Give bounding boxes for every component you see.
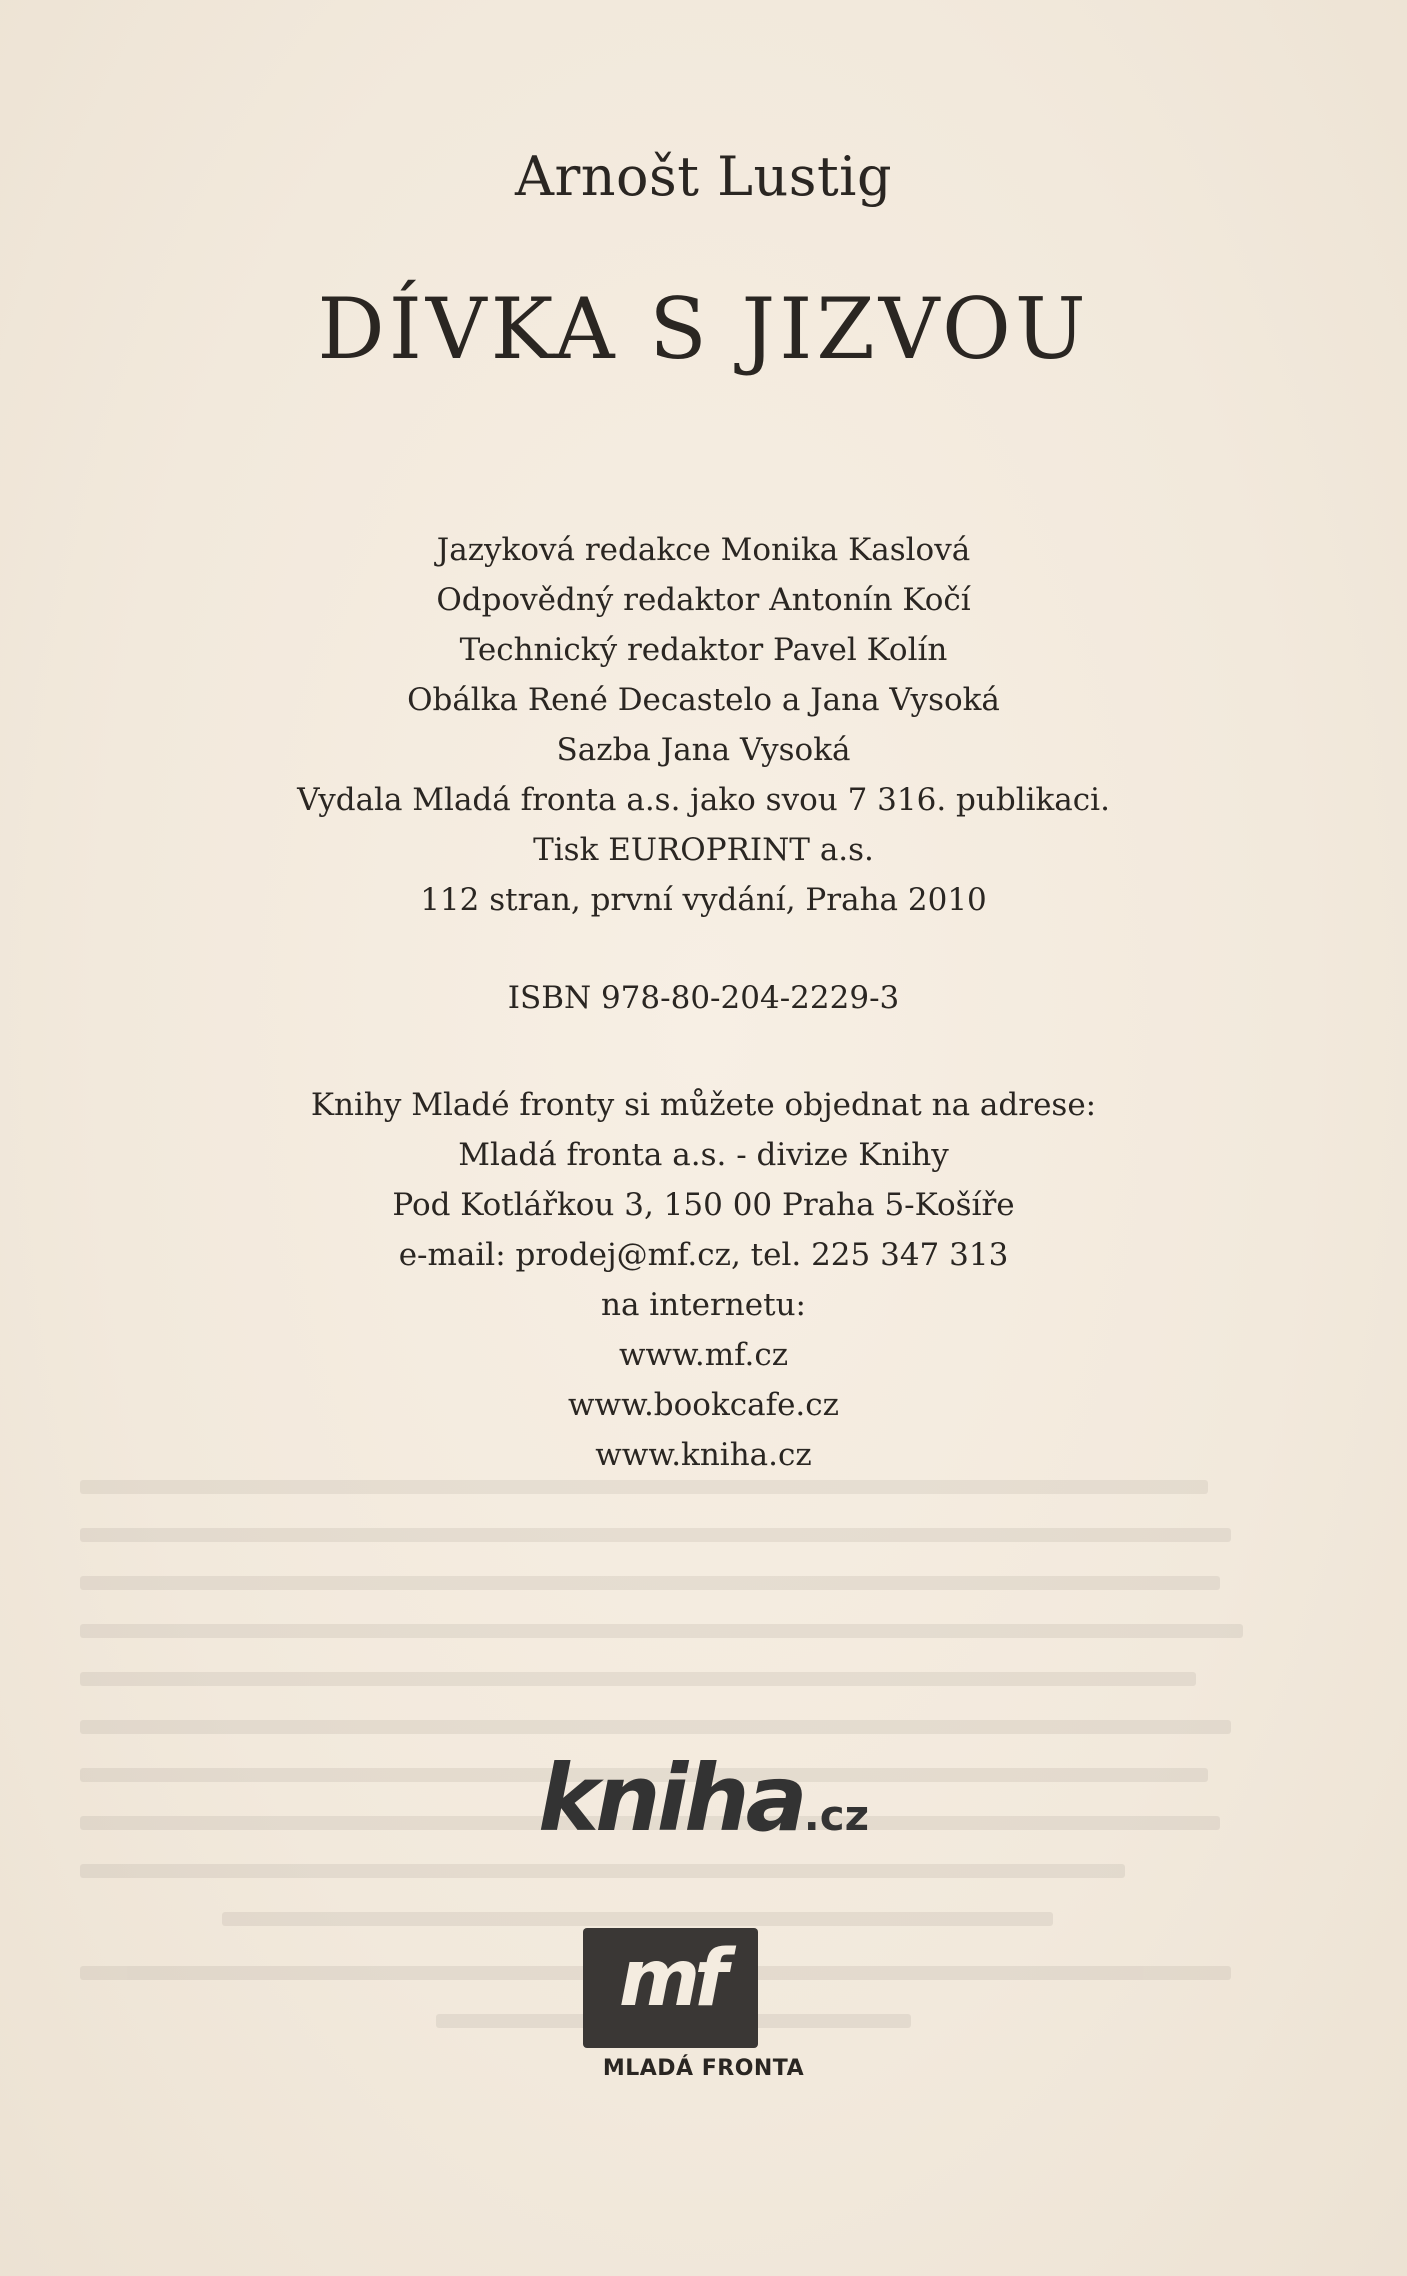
order-line: Pod Kotlářkou 3, 150 00 Praha 5-Košíře xyxy=(392,1187,1015,1223)
kniha-logo-suffix: .cz xyxy=(803,1791,870,1840)
mlada-fronta-label: MLADÁ FRONTA xyxy=(602,2056,805,2081)
credit-line: Technický redaktor Pavel Kolín xyxy=(459,632,948,668)
website-link: www.bookcafe.cz xyxy=(568,1387,839,1423)
order-line: Mladá fronta a.s. - divize Knihy xyxy=(458,1137,949,1173)
website-link: www.kniha.cz xyxy=(595,1437,812,1473)
kniha-cz-logo xyxy=(0,1745,1407,1852)
order-line: na internetu: xyxy=(601,1287,806,1323)
mf-logo-mark: mf xyxy=(618,1934,723,2024)
credit-line: Odpovědný redaktor Antonín Kočí xyxy=(436,582,971,618)
order-info-block xyxy=(0,1080,1407,1480)
credits-block xyxy=(0,525,1407,925)
book-title: DÍVKA S JIZVOU xyxy=(317,280,1090,378)
website-link: www.mf.cz xyxy=(618,1337,789,1373)
credit-line: 112 stran, první vydání, Praha 2010 xyxy=(420,882,987,918)
mlada-fronta-logo xyxy=(583,1928,758,2048)
credit-line: Jazyková redakce Monika Kaslová xyxy=(436,532,971,568)
order-line: Knihy Mladé fronty si můžete objednat na adrese: xyxy=(310,1087,1097,1123)
author-name: Arnošt Lustig xyxy=(514,145,893,208)
isbn: ISBN 978-80-204-2229-3 xyxy=(507,980,900,1016)
credit-line: Sazba Jana Vysoká xyxy=(556,732,851,768)
kniha-logo-text: kniha xyxy=(537,1745,804,1852)
order-line: e-mail: prodej@mf.cz, tel. 225 347 313 xyxy=(398,1237,1009,1273)
credit-line: Obálka René Decastelo a Jana Vysoká xyxy=(407,682,1000,718)
credit-line: Tisk EUROPRINT a.s. xyxy=(533,832,874,868)
credit-line: Vydala Mladá fronta a.s. jako svou 7 316. publikaci. xyxy=(297,782,1110,818)
